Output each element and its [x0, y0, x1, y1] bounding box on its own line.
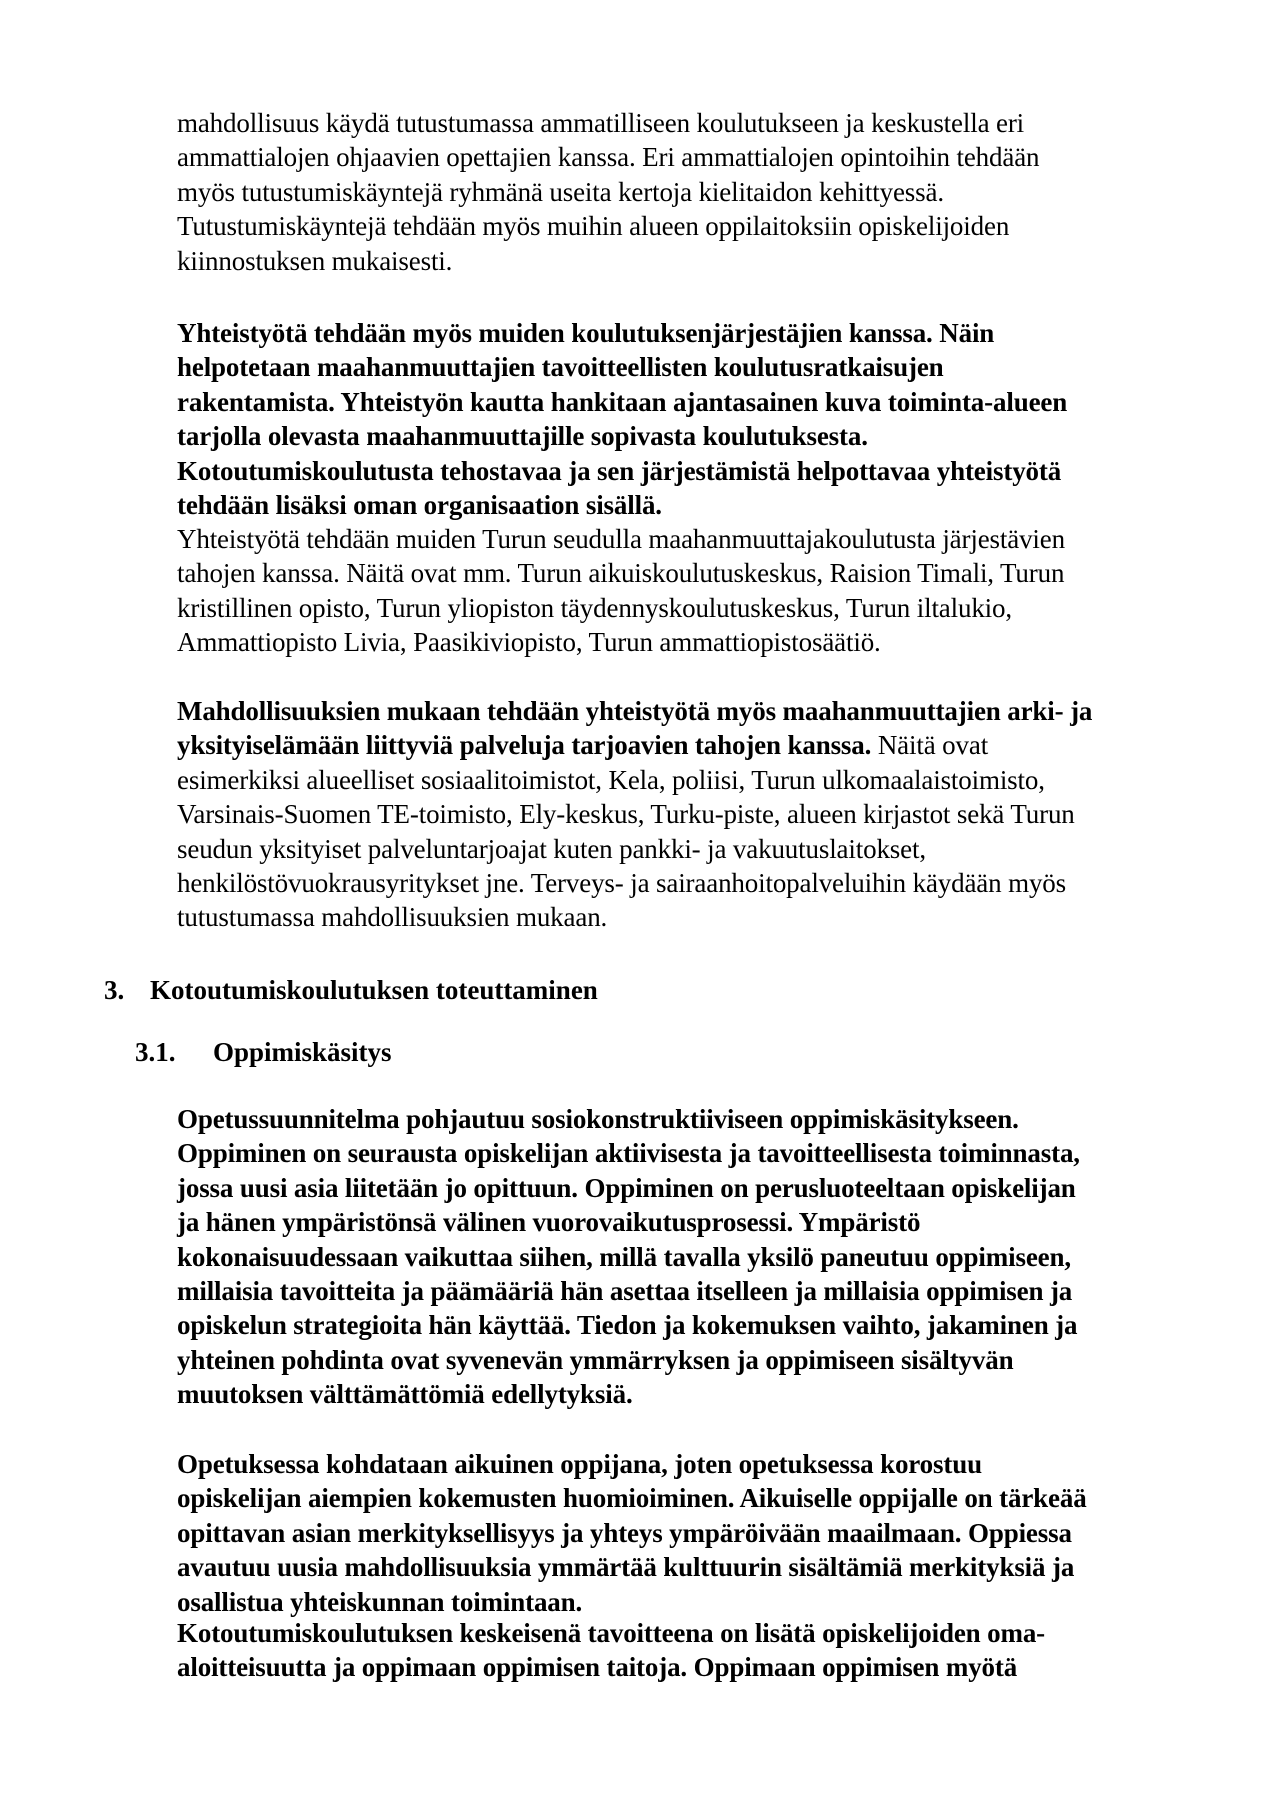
text-line: kiinnostuksen mukaisesti.	[177, 245, 453, 276]
text-bold-run: yksityiselämään liittyviä palveluja tarjoavien tahojen kanssa.	[177, 730, 872, 761]
subsection-title: Oppimiskäsitys	[213, 1037, 392, 1067]
text-line: opiskelijan aiempien kokemusten huomioiminen. Aikuiselle oppijalle on tärkeää	[177, 1483, 1087, 1514]
text-line: Opetussuunnitelma pohjautuu sosiokonstruktiiviseen oppimiskäsitykseen.	[177, 1104, 1019, 1134]
text-line	[177, 728, 1237, 762]
text-line: osallistua yhteiskunnan toimintaan.	[177, 1586, 583, 1617]
text-line: Opetuksessa kohdataan aikuinen oppijana, joten opetuksessa korostuu	[177, 1449, 982, 1479]
text-line: Yhteistyötä tehdään myös muiden koulutuksenjärjestäjien kanssa. Näin	[177, 318, 995, 348]
paragraph-service-cooperation	[177, 694, 1237, 935]
text-line: tahojen kanssa. Näitä ovat mm. Turun aikuiskoulutuskeskus, Raision Timali, Turun	[177, 558, 1065, 589]
text-line: tutustumassa mahdollisuuksien mukaan.	[177, 902, 608, 933]
paragraph-adult-learner	[177, 1447, 1237, 1619]
paragraph-turku-organizations	[177, 522, 1237, 660]
text-line: ja hänen ympäristönsä välinen vuorovaikutusprosessi. Ympäristö	[177, 1207, 921, 1238]
text-line: tehdään lisäksi oman organisaation sisällä.	[177, 490, 662, 521]
text-line: Oppiminen on seurausta opiskelijan aktiivisesta ja tavoitteellisesta toiminnasta,	[177, 1138, 1080, 1169]
text-line: helpotetaan maahanmuuttajien tavoitteellisten koulutusratkaisujen	[177, 352, 944, 383]
subsection-number: 3.1.	[135, 1037, 176, 1067]
paragraph-vocational-visits	[177, 106, 1237, 278]
text-line: yhteinen pohdinta ovat syvenevän ymmärryksen ja oppimiseen sisältyvän	[177, 1344, 1014, 1375]
text-line: Kotoutumiskoulutuksen keskeisenä tavoitteena on lisätä opiskelijoiden oma-	[177, 1618, 1046, 1648]
text-line: myös tutustumiskäyntejä ryhmänä useita kertoja kielitaidon kehittyessä.	[177, 176, 944, 207]
text-line: Varsinais-Suomen TE-toimisto, Ely-keskus, Turku-piste, alueen kirjastot sekä Turun	[177, 799, 1075, 830]
subsection-heading	[135, 1035, 392, 1069]
text-line: muutoksen välttämättömiä edellytyksiä.	[177, 1379, 633, 1410]
text-line: kristillinen opisto, Turun yliopiston täydennyskoulutuskeskus, Turun iltalukio,	[177, 592, 1012, 623]
text-line: opiskelun strategioita hän käyttää. Tiedon ja kokemuksen vaihto, jakaminen ja	[177, 1310, 1078, 1341]
text-line: esimerkiksi alueelliset sosiaalitoimistot, Kela, poliisi, Turun ulkomaalaistoimisto,	[177, 764, 1045, 795]
text-line: Tutustumiskäyntejä tehdään myös muihin alueen oppilaitoksiin opiskelijoiden	[177, 211, 1010, 242]
text-line: ammattialojen ohjaavien opettajien kanssa. Eri ammattialojen opintoihin tehdään	[177, 142, 1040, 173]
text-line: mahdollisuus käydä tutustumassa ammatilliseen koulutukseen ja keskustella eri	[177, 108, 1025, 138]
text-line: opittavan asian merkityksellisyys ja yhteys ympäröivään maailmaan. Oppiessa	[177, 1517, 1072, 1548]
text-line: Ammattiopisto Livia, Paasikiviopisto, Turun ammattiopistosäätiö.	[177, 627, 881, 658]
text-line: Mahdollisuuksien mukaan tehdään yhteistyötä myös maahanmuuttajien arki- ja	[177, 696, 1093, 726]
text-line: seudun yksityiset palveluntarjoajat kuten pankki- ja vakuutuslaitokset,	[177, 833, 926, 864]
text-line: jossa uusi asia liitetään jo opittuun. Oppiminen on perusluoteeltaan opiskelijan	[177, 1172, 1076, 1203]
text-line: aloitteisuutta ja oppimaan oppimisen taitoja. Oppimaan oppimisen myötä	[177, 1652, 1018, 1683]
text-line: Kotoutumiskoulutusta tehostavaa ja sen järjestämistä helpottavaa yhteistyötä	[177, 455, 1062, 486]
text-line: millaisia tavoitteita ja päämääriä hän asettaa itselleen ja millaisia oppimisen ja	[177, 1276, 1073, 1307]
text-line: kokonaisuudessaan vaikuttaa siihen, millä tavalla yksilö paneutuu oppimiseen,	[177, 1241, 1071, 1272]
text-line: avautuu uusia mahdollisuuksia ymmärtää kulttuurin sisältämiä merkityksiä ja	[177, 1552, 1075, 1583]
paragraph-cooperation-providers	[177, 316, 1237, 522]
text-line: rakentamista. Yhteistyön kautta hankitaan ajantasainen kuva toiminta-alueen	[177, 386, 1068, 417]
text-line: henkilöstövuokrausyritykset jne. Terveys- ja sairaanhoitopalveluihin käydään myös	[177, 868, 1067, 899]
text-line: tarjolla olevasta maahanmuuttajille sopivasta koulutuksesta.	[177, 421, 868, 452]
text-normal-run: Näitä ovat	[871, 730, 989, 761]
paragraph-learning-goals	[177, 1616, 1237, 1685]
paragraph-learning-concept	[177, 1102, 1237, 1412]
section-heading	[104, 973, 598, 1007]
section-number: 3.	[104, 975, 125, 1005]
section-title: Kotoutumiskoulutuksen toteuttaminen	[150, 975, 598, 1005]
text-line: Yhteistyötä tehdään muiden Turun seudulla maahanmuuttajakoulutusta järjestävien	[177, 524, 1065, 554]
